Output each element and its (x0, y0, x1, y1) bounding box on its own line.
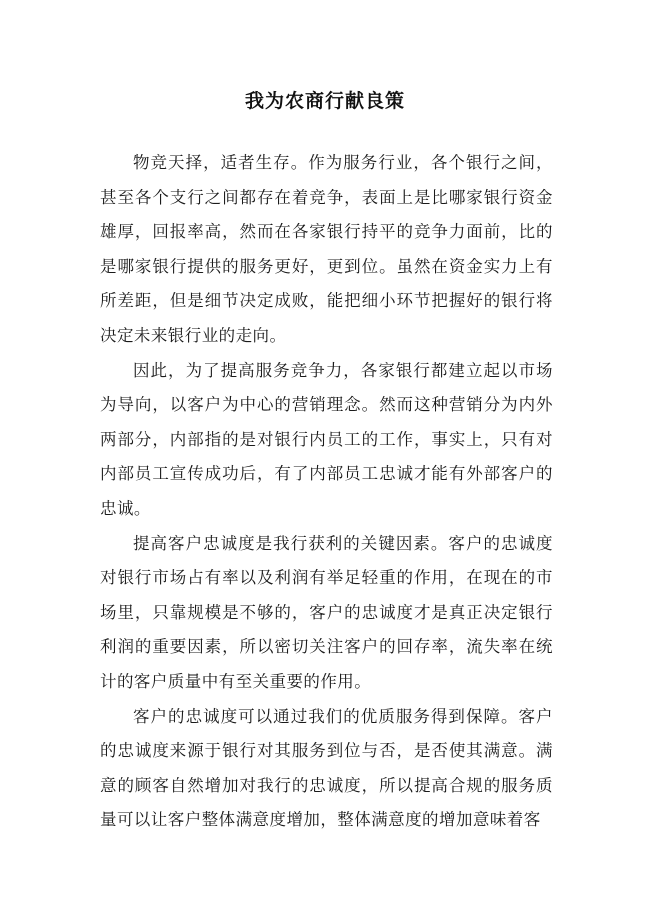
paragraph: 提高客户忠诚度是我行获利的关键因素。客户的忠诚度对银行市场占有率以及利润有举足轻重的作用，在现在的市场里，只靠规模是不够的，客户的忠诚度才是真正决定银行利润的重要因素，所以密切关注客户的回存率，流失率在统计的客户质量中有至关重要的作用。 (100, 533, 553, 691)
paragraph: 因此，为了提高服务竞争力，各家银行都建立起以市场为导向，以客户为中心的营销理念。然而这种营销分为内外两部分，内部指的是对银行内员工的工作，事实上，只有对内部员工宣传成功后，有了内部员工忠诚才能有外部客户的忠诚。 (100, 360, 553, 518)
document-body (100, 146, 553, 838)
document-title: 我为农商行献良策 (244, 90, 405, 112)
paragraph: 客户的忠诚度可以通过我们的优质服务得到保障。客户的忠诚度来源于银行对其服务到位与否，是否使其满意。满意的顾客自然增加对我行的忠诚度，所以提高合规的服务质量可以让客户整体满意度增加，整体满意度的增加意味着客 (100, 706, 553, 830)
paragraph: 物竞天择，适者生存。作为服务行业，各个银行之间，甚至各个支行之间都存在着竞争，表面上是比哪家银行资金雄厚，回报率高，然而在各家银行持平的竞争力面前，比的是哪家银行提供的服务更好，更到位。虽然在资金实力上有所差距，但是细节决定成败，能把细小环节把握好的银行将决定未来银行业的走向。 (100, 153, 553, 345)
